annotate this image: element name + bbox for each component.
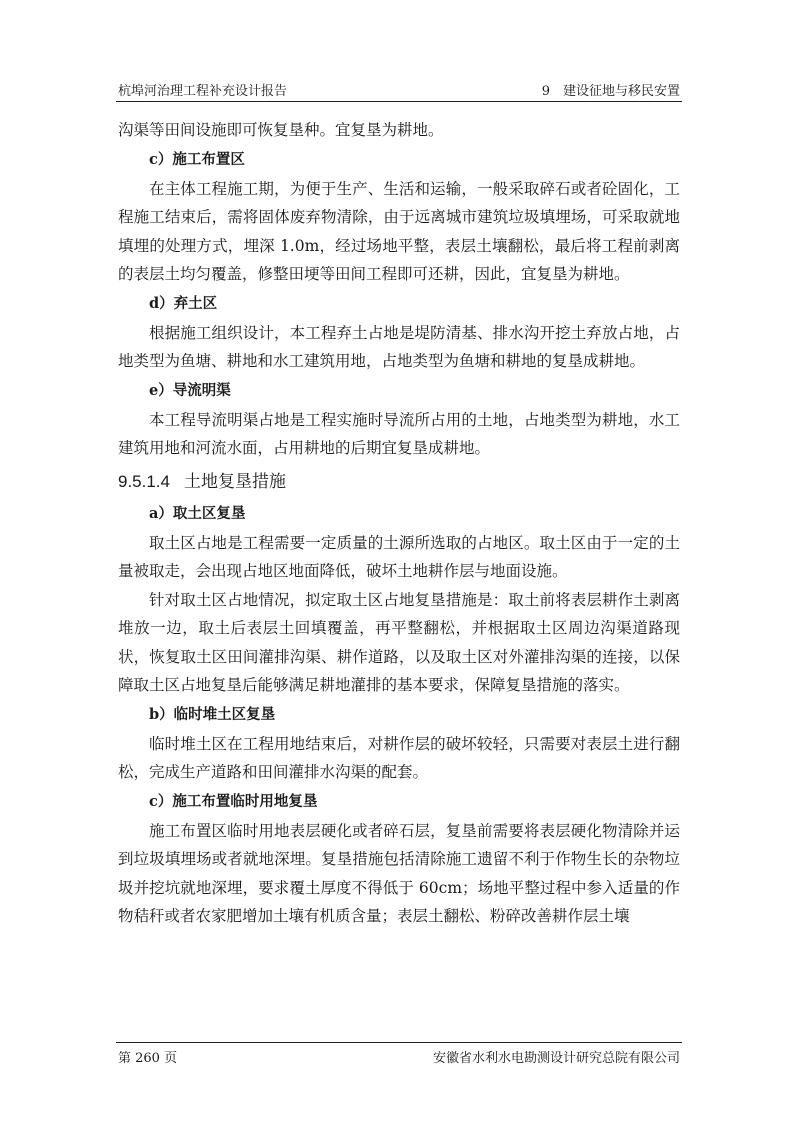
organization-name: 安徽省水利水电勘测设计研究总院有限公司	[432, 1051, 680, 1066]
paragraph: 临时堆土区在工程用地结束后，对耕作层的破坏较轻，只需要对表层土进行翻松，完成生产道路和田间灌排水沟渠的配套。	[118, 734, 680, 781]
header-divider	[116, 101, 682, 102]
subheading-spoil-area: d）弃土区	[149, 294, 218, 312]
footer-divider	[116, 1042, 682, 1043]
section-title: 土地复垦措施	[184, 471, 286, 492]
paragraph: 根据施工组织设计，本工程弃土占地是堤防清基、排水沟开挖土弃放占地，占地类型为鱼塘、耕地和水工建筑用地，占地类型为鱼塘和耕地的复垦成耕地。	[118, 323, 680, 370]
paragraph: 在主体工程施工期，为便于生产、生活和运输，一般采取碎石或者砼固化，工程施工结束后，需将固体废弃物清除，由于远离城市建筑垃圾填埋场，可采取就地填埋的处理方式，埋深 1.0m，经过场地平整，表层土壤翻松，最后将工程前剥离的表层土均匀覆盖，修整田埂等田间工程即可还耕，因此，宜复垦为耕地。	[118, 179, 680, 283]
paragraph: 沟渠等田间设施即可恢复垦种。宜复垦为耕地。	[118, 121, 444, 139]
subheading-construction-area: c）施工布置区	[149, 150, 245, 168]
section-number: 9.5.1.4	[118, 471, 170, 491]
paragraph: 本工程导流明渠占地是工程实施时导流所占用的土地，占地类型为耕地，水工建筑用地和河流水面，占用耕地的后期宜复垦成耕地。	[118, 410, 680, 457]
subheading-borrow-area: a）取土区复垦	[149, 504, 246, 522]
paragraph: 施工布置区临时用地表层硬化或者碎石层，复垦前需要将表层硬化物清除并运到垃圾填埋场或者就地深埋。复垦措施包括清除施工遗留不利于作物生长的杂物垃圾并挖坑就地深埋，要求覆土厚度不得低于 60cm；场地平整过程中参入适量的作物秸秆或者农家肥增加土壤有机质含量；表层土翻松、粉碎改善耕作层土壤	[118, 821, 680, 925]
document-body	[118, 116, 680, 931]
subheading-diversion-channel: e）导流明渠	[149, 381, 231, 399]
page-number: 第 260 页	[118, 1051, 178, 1066]
paragraph: 取土区占地是工程需要一定质量的土源所选取的占地区。取土区由于一定的土量被取走，会出现占地区地面降低，破坏土地耕作层与地面设施。	[118, 533, 680, 580]
paragraph: 针对取土区占地情况，拟定取土区占地复垦措施是：取土前将表层耕作土剥离堆放一边，取土后表层土回填覆盖，再平整翻松，并根据取土区周边沟渠道路现状，恢复取土区田间灌排沟渠、耕作道路，以及取土区对外灌排沟渠的连接，以保障取土区占地复垦后能够满足耕地灌排的基本要求，保障复垦措施的落实。	[118, 590, 680, 694]
header-report-title: 杭埠河治理工程补充设计报告	[118, 84, 288, 99]
section-heading	[118, 465, 680, 499]
page-footer	[118, 1047, 680, 1066]
subheading-temporary-stockpile: b）临时堆土区复垦	[149, 705, 276, 723]
page-header	[118, 80, 680, 99]
subheading-temporary-land: c）施工布置临时用地复垦	[149, 792, 318, 810]
header-chapter-title: 9 建设征地与移民安置	[541, 84, 680, 99]
